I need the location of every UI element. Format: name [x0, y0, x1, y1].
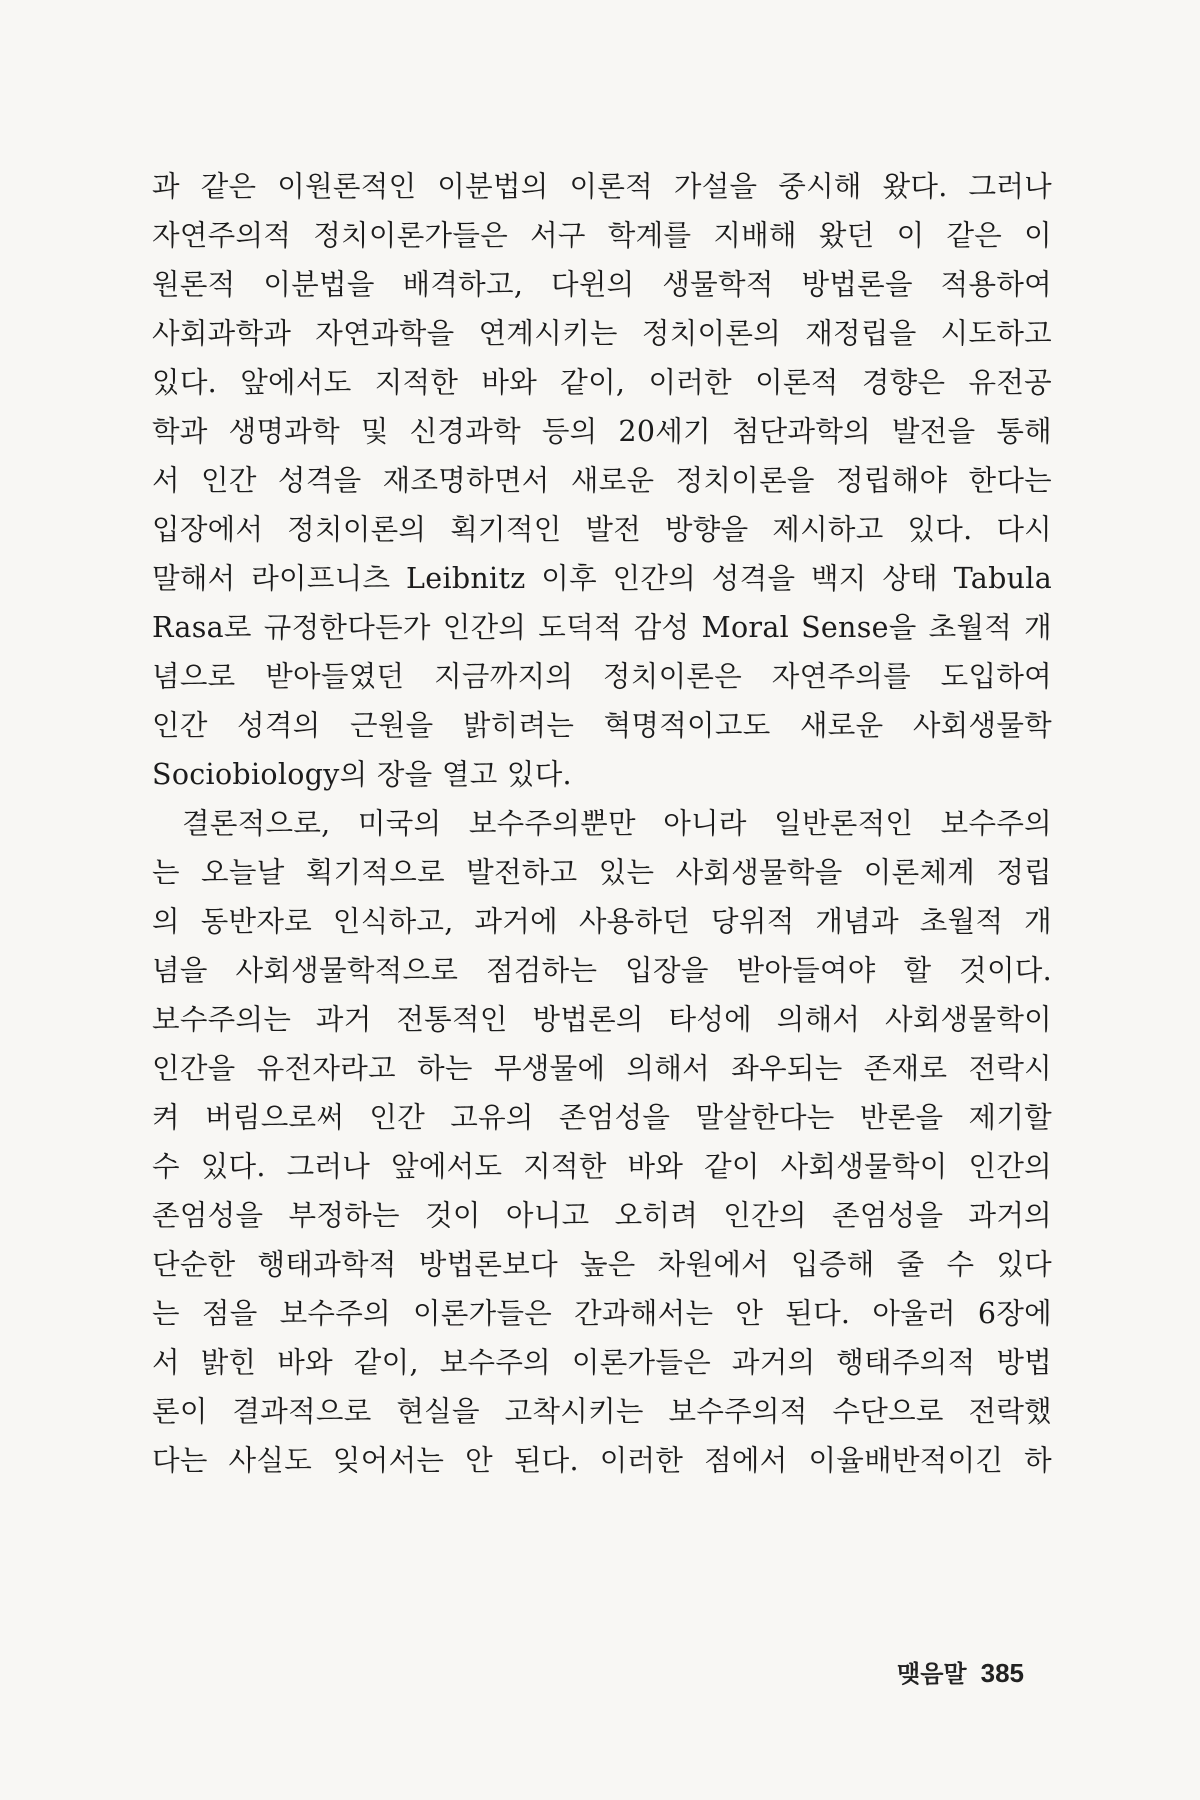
text-line: 는 점을 보수주의 이론가들은 간과해서는 안 된다. 아울러 6장에: [152, 1297, 1052, 1330]
text-line: 학과 생명과학 및 신경과학 등의 20세기 첨단과학의 발전을 통해: [152, 415, 1052, 448]
page-footer: [897, 1654, 1024, 1689]
text-line: 인간을 유전자라고 하는 무생물에 의해서 좌우되는 존재로 전락시: [152, 1052, 1052, 1085]
text-line: 론이 결과적으로 현실을 고착시키는 보수주의적 수단으로 전락했: [152, 1395, 1052, 1428]
text-line: 자연주의적 정치이론가들은 서구 학계를 지배해 왔던 이 같은 이: [152, 219, 1052, 252]
page-number: 385: [980, 1658, 1024, 1688]
text-line: 다는 사실도 잊어서는 안 된다. 이러한 점에서 이율배반적이긴 하: [152, 1444, 1052, 1477]
text-line: 념으로 받아들였던 지금까지의 정치이론은 자연주의를 도입하여: [152, 660, 1052, 693]
text-line: 서 인간 성격을 재조명하면서 새로운 정치이론을 정립해야 한다는: [152, 464, 1052, 497]
text-line: 서 밝힌 바와 같이, 보수주의 이론가들은 과거의 행태주의적 방법: [152, 1346, 1052, 1379]
text-line: Sociobiology의 장을 열고 있다.: [152, 758, 572, 791]
text-line: 있다. 앞에서도 지적한 바와 같이, 이러한 이론적 경향은 유전공: [152, 366, 1052, 399]
text-line: 의 동반자로 인식하고, 과거에 사용하던 당위적 개념과 초월적 개: [152, 905, 1052, 938]
text-line: 인간 성격의 근원을 밝히려는 혁명적이고도 새로운 사회생물학: [152, 709, 1052, 742]
text-line: 존엄성을 부정하는 것이 아니고 오히려 인간의 존엄성을 과거의: [152, 1199, 1052, 1232]
running-title: 맺음말: [897, 1660, 967, 1688]
text-line: Rasa로 규정한다든가 인간의 도덕적 감성 Moral Sense을 초월적 개: [152, 611, 1052, 644]
text-line: 말해서 라이프니츠 Leibnitz 이후 인간의 성격을 백지 상태 Tabula: [152, 562, 1052, 595]
body-text: [152, 162, 1052, 1485]
text-line: 과 같은 이원론적인 이분법의 이론적 가설을 중시해 왔다. 그러나: [152, 170, 1052, 203]
text-line: 수 있다. 그러나 앞에서도 지적한 바와 같이 사회생물학이 인간의: [152, 1150, 1052, 1183]
text-line: 결론적으로, 미국의 보수주의뿐만 아니라 일반론적인 보수주의: [182, 807, 1052, 840]
text-line: 입장에서 정치이론의 획기적인 발전 방향을 제시하고 있다. 다시: [152, 513, 1052, 546]
text-line: 켜 버림으로써 인간 고유의 존엄성을 말살한다는 반론을 제기할: [152, 1101, 1052, 1134]
text-line: 념을 사회생물학적으로 점검하는 입장을 받아들여야 할 것이다.: [152, 954, 1052, 987]
text-line: 단순한 행태과학적 방법론보다 높은 차원에서 입증해 줄 수 있다: [152, 1248, 1052, 1281]
text-line: 사회과학과 자연과학을 연계시키는 정치이론의 재정립을 시도하고: [152, 317, 1052, 350]
text-line: 보수주의는 과거 전통적인 방법론의 타성에 의해서 사회생물학이: [152, 1003, 1052, 1036]
text-line: 는 오늘날 획기적으로 발전하고 있는 사회생물학을 이론체계 정립: [152, 856, 1052, 889]
text-line: 원론적 이분법을 배격하고, 다윈의 생물학적 방법론을 적용하여: [152, 268, 1052, 301]
